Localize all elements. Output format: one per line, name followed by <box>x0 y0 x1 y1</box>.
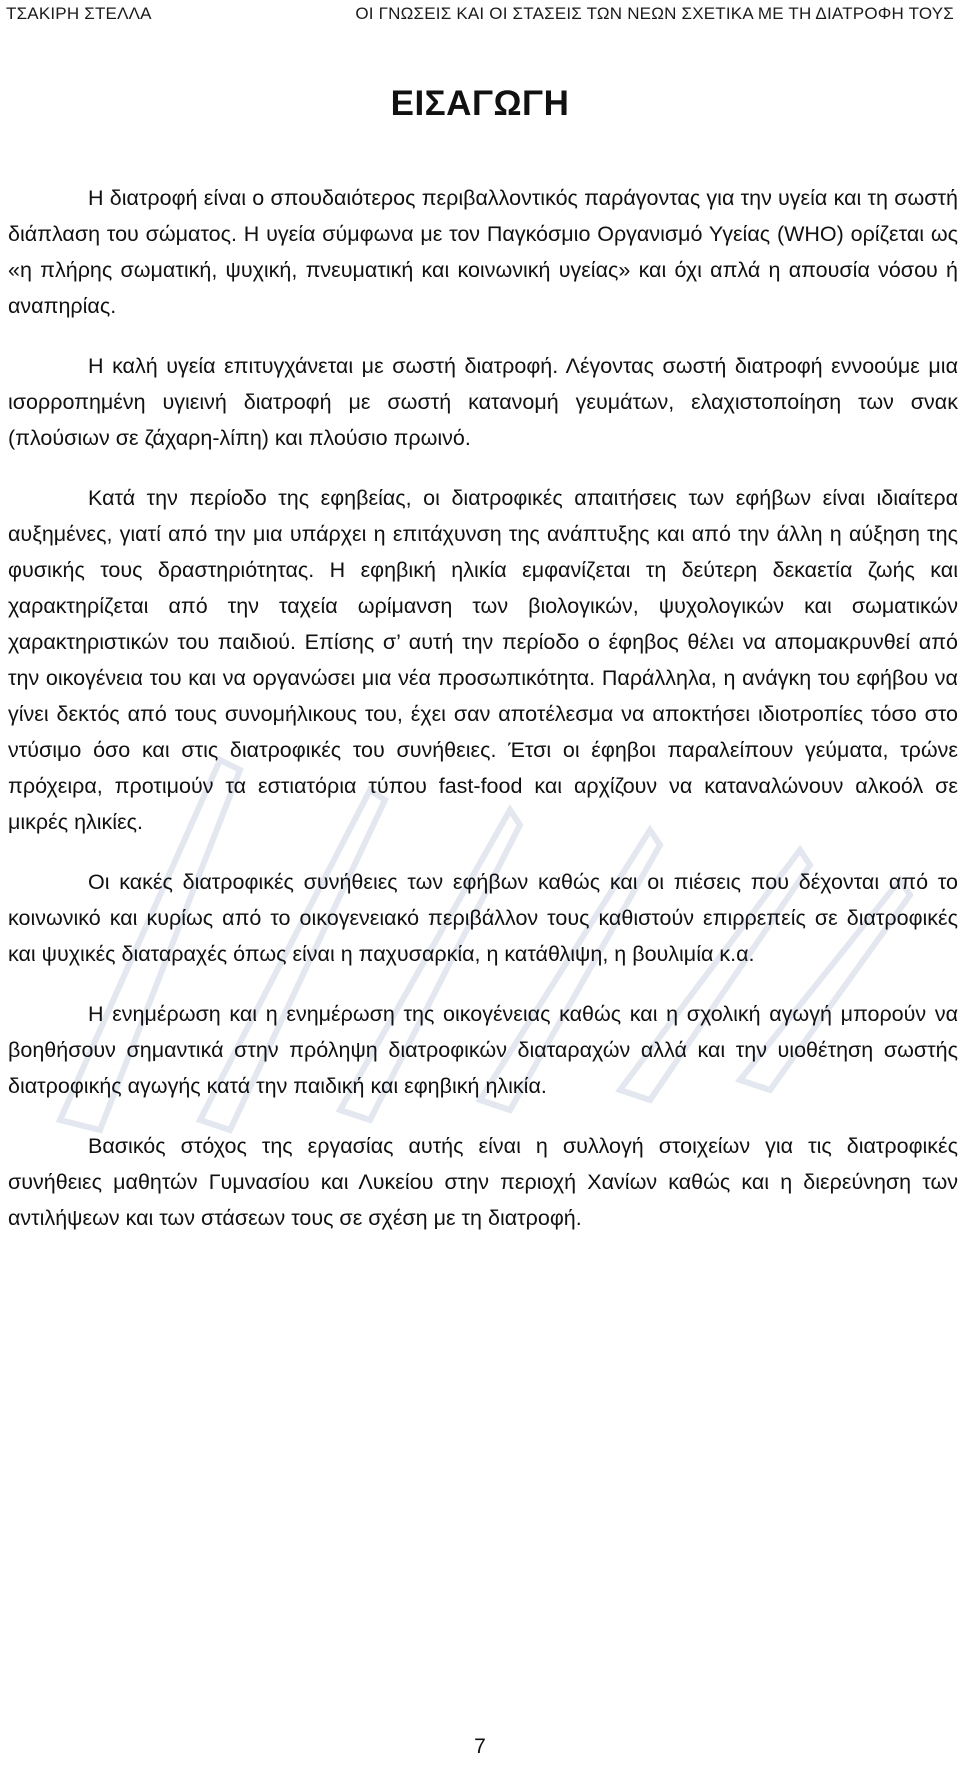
body-text <box>8 180 958 1260</box>
header-author: ΤΣΑΚΙΡΗ ΣΤΕΛΛΑ <box>6 4 152 23</box>
paragraph-3: Κατά την περίοδο της εφηβείας, οι διατροφικές απαιτήσεις των εφήβων είναι ιδιαίτερα αυξημένες, γιατί από την μια υπάρχει η επιτάχυνση της ανάπτυξης και από την άλλη η αύξηση της φυσικής τους δραστηριότητας. Η εφηβική ηλικία εμφανίζεται τη δεύτερη δεκαετία ζωής και χαρακτηρίζεται από την ταχεία ωρίμανση των βιολογικών, ψυχολογικών και σωματικών χαρακτηριστικών του παιδιού. Επίσης σ’ αυτή την περίοδο ο έφηβος θέλει να απομακρυνθεί από την οικογένεια του και να οργανώσει μια νέα προσωπικότητα. Παράλληλα, η ανάγκη του εφήβου να γίνει δεκτός από τους συνομήλικους του, έχει σαν αποτέλεσμα να αποκτήσει ιδιοτροπίες τόσο στο ντύσιμο όσο και στις διατροφικές του συνήθειες. Έτσι οι έφηβοι παραλείπουν γεύματα, τρώνε πρόχειρα, προτιμούν τα εστιατόρια τύπου fast-food και αρχίζουν να καταναλώνουν αλκοόλ σε μικρές ηλικίες. <box>8 486 958 834</box>
paragraph-5: Η ενημέρωση και η ενημέρωση της οικογένειας καθώς και η σχολική αγωγή μπορούν να βοηθήσουν σημαντικά στην πρόληψη διατροφικών διαταραχών αλλά και την υιοθέτηση σωστής διατροφικής αγωγής κατά την παιδική και εφηβική ηλικία. <box>8 1002 958 1098</box>
page-number: 7 <box>474 1735 486 1758</box>
running-header <box>0 0 960 30</box>
header-document-title: ΟΙ ΓΝΩΣΕΙΣ ΚΑΙ ΟΙ ΣΤΑΣΕΙΣ ΤΩΝ ΝΕΩΝ ΣΧΕΤΙΚΑ ΜΕ ΤΗ ΔΙΑΤΡΟΦΗ ΤΟΥΣ <box>355 4 954 23</box>
section-title: ΕΙΣΑΓΩΓΗ <box>390 84 570 123</box>
paragraph-6: Βασικός στόχος της εργασίας αυτής είναι η συλλογή στοιχείων για τις διατροφικές συνήθειες μαθητών Γυμνασίου και Λυκείου στην περιοχή Χανίων καθώς και η διερεύνηση των αντιλήψεων και των στάσεων τους σε σχέση με τη διατροφή. <box>8 1134 958 1230</box>
paragraph-2: Η καλή υγεία επιτυγχάνεται με σωστή διατροφή. Λέγοντας σωστή διατροφή εννοούμε μια ισορροπημένη υγιεινή διατροφή με σωστή κατανομή γευμάτων, ελαχιστοποίηση των σνακ (πλούσιων σε ζάχαρη-λίπη) και πλούσιο πρωινό. <box>8 354 958 450</box>
paragraph-4: Οι κακές διατροφικές συνήθειες των εφήβων καθώς και οι πιέσεις που δέχονται από το κοινωνικό και κυρίως από το οικογενειακό περιβάλλον τους καθιστούν επιρρεπείς σε διατροφικές και ψυχικές διαταραχές όπως είναι η παχυσαρκία, η κατάθλιψη, η βουλιμία κ.α. <box>8 870 958 966</box>
paragraph-1: Η διατροφή είναι ο σπουδαιότερος περιβαλλοντικός παράγοντας για την υγεία και τη σωστή διάπλαση του σώματος. Η υγεία σύμφωνα με τον Παγκόσμιο Οργανισμό Υγείας (WHO) ορίζεται ως «η πλήρης σωματική, ψυχική, πνευματική και κοινωνική υγείας» και όχι απλά η απουσία νόσου ή αναπηρίας. <box>8 186 958 318</box>
